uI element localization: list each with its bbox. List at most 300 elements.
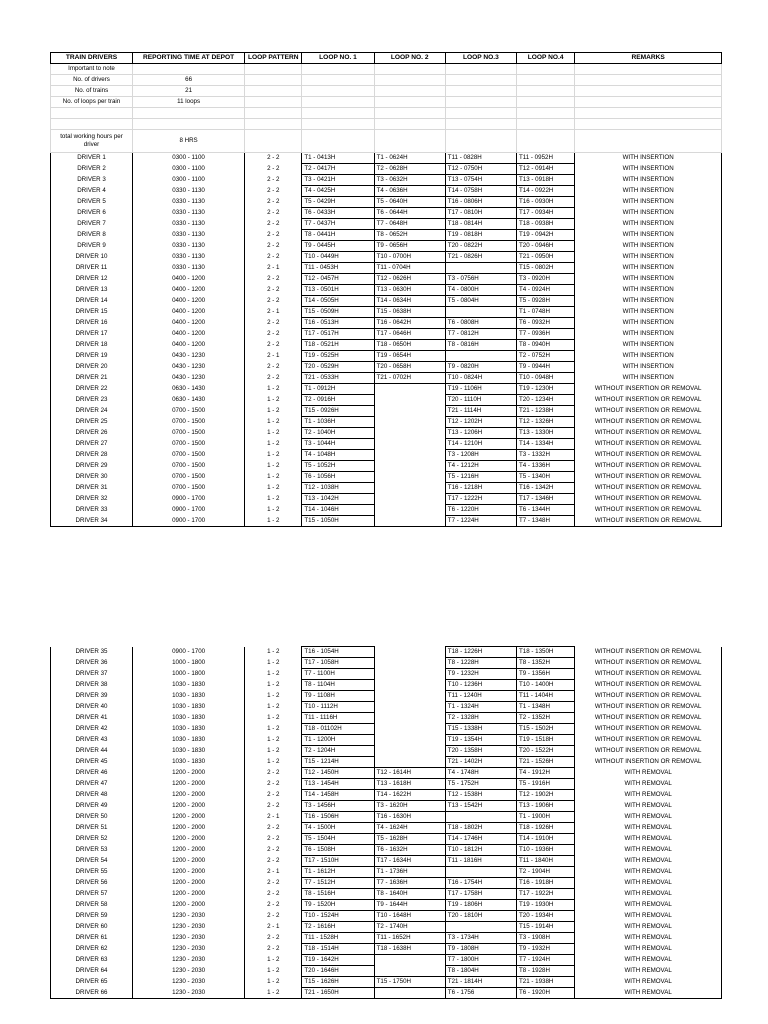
loop-3: T8 - 1804H [445, 966, 516, 977]
loop-pattern: 2 - 2 [245, 933, 302, 944]
table-row [51, 735, 722, 746]
table-row [51, 373, 722, 384]
table-row [51, 505, 722, 516]
remarks: WITHOUT INSERTION OR REMOVAL [575, 713, 722, 724]
driver-name: DRIVER 27 [51, 439, 133, 450]
reporting-time: 1230 - 2030 [132, 966, 244, 977]
loop-1: T12 - 1038H [302, 483, 374, 494]
remarks: WITH REMOVAL [575, 856, 722, 867]
loop-4: T1 - 0748H [516, 307, 574, 318]
reporting-time: 0400 - 1200 [132, 329, 244, 340]
remarks: WITHOUT INSERTION OR REMOVAL [575, 439, 722, 450]
note-row [51, 64, 722, 75]
table-row [51, 406, 722, 417]
loop-4: T12 - 1326H [516, 417, 574, 428]
table-row [51, 834, 722, 845]
driver-name: DRIVER 44 [51, 746, 133, 757]
driver-name: DRIVER 25 [51, 417, 133, 428]
driver-name: DRIVER 4 [51, 186, 133, 197]
loop-3: T14 - 1210H [445, 439, 516, 450]
table-row [51, 768, 722, 779]
loop-pattern: 2 - 2 [245, 329, 302, 340]
empty-cell [516, 130, 574, 153]
remarks: WITH INSERTION [575, 296, 722, 307]
table-row [51, 230, 722, 241]
loop-2 [374, 461, 445, 472]
empty-cell [374, 108, 445, 119]
loop-3: T11 - 0828H [445, 153, 516, 164]
loop-4: T15 - 0802H [516, 263, 574, 274]
loop-1: T11 - 0453H [302, 263, 374, 274]
driver-name: DRIVER 17 [51, 329, 133, 340]
empty-cell [374, 130, 445, 153]
empty-cell [445, 130, 516, 153]
loop-2: T9 - 0656H [374, 241, 445, 252]
loop-2: T15 - 0638H [374, 307, 445, 318]
reporting-time: 1030 - 1830 [132, 757, 244, 768]
loop-pattern: 2 - 2 [245, 318, 302, 329]
loop-pattern: 2 - 2 [245, 911, 302, 922]
table-row [51, 889, 722, 900]
loop-2 [374, 713, 445, 724]
loop-pattern: 1 - 2 [245, 669, 302, 680]
loop-pattern: 1 - 2 [245, 702, 302, 713]
table-row [51, 219, 722, 230]
reporting-time: 0330 - 1130 [132, 263, 244, 274]
loop-pattern: 1 - 2 [245, 384, 302, 395]
reporting-time: 1230 - 2030 [132, 944, 244, 955]
loop-2: T7 - 0648H [374, 219, 445, 230]
loop-1: T10 - 0449H [302, 252, 374, 263]
loop-2 [374, 724, 445, 735]
reporting-time: 0630 - 1430 [132, 384, 244, 395]
loop-pattern: 1 - 2 [245, 395, 302, 406]
loop-pattern: 2 - 2 [245, 790, 302, 801]
loop-2: T2 - 0628H [374, 164, 445, 175]
reporting-time: 1030 - 1830 [132, 735, 244, 746]
empty-cell [245, 108, 302, 119]
remarks: WITH REMOVAL [575, 801, 722, 812]
loop-pattern: 1 - 2 [245, 461, 302, 472]
reporting-time: 1200 - 2000 [132, 878, 244, 889]
table-row [51, 351, 722, 362]
loop-4: T4 - 1336H [516, 461, 574, 472]
loop-2: T16 - 0642H [374, 318, 445, 329]
loop-1: T7 - 0437H [302, 219, 374, 230]
loop-2: T13 - 0630H [374, 285, 445, 296]
loop-4: T17 - 1922H [516, 889, 574, 900]
remarks: WITH REMOVAL [575, 790, 722, 801]
reporting-time: 1200 - 2000 [132, 845, 244, 856]
loop-3: T12 - 0750H [445, 164, 516, 175]
loop-4: T2 - 1904H [516, 867, 574, 878]
loop-2: T11 - 1652H [374, 933, 445, 944]
schedule-table-page-1 [50, 52, 722, 527]
loop-1: T2 - 0417H [302, 164, 374, 175]
empty-cell [445, 108, 516, 119]
remarks: WITH INSERTION [575, 329, 722, 340]
empty-cell [302, 75, 374, 86]
driver-name: DRIVER 45 [51, 757, 133, 768]
empty-cell [374, 86, 445, 97]
driver-name: DRIVER 54 [51, 856, 133, 867]
reporting-time: 1200 - 2000 [132, 801, 244, 812]
loop-4: T2 - 1352H [516, 713, 574, 724]
loop-4: T12 - 0914H [516, 164, 574, 175]
loop-4: T15 - 1502H [516, 724, 574, 735]
loop-pattern: 2 - 2 [245, 153, 302, 164]
driver-name: DRIVER 56 [51, 878, 133, 889]
reporting-time: 0400 - 1200 [132, 296, 244, 307]
reporting-time: 1230 - 2030 [132, 988, 244, 999]
loop-4: T19 - 1930H [516, 900, 574, 911]
loop-1: T10 - 1112H [302, 702, 374, 713]
loop-1: T19 - 0525H [302, 351, 374, 362]
loop-2: T9 - 1644H [374, 900, 445, 911]
loop-2: T12 - 0626H [374, 274, 445, 285]
driver-name: DRIVER 33 [51, 505, 133, 516]
remarks: WITHOUT INSERTION OR REMOVAL [575, 472, 722, 483]
note-value: 8 HRS [132, 130, 244, 153]
reporting-time: 0700 - 1500 [132, 417, 244, 428]
remarks: WITHOUT INSERTION OR REMOVAL [575, 450, 722, 461]
loop-1: T3 - 0421H [302, 175, 374, 186]
loop-2: T13 - 1618H [374, 779, 445, 790]
loop-2: T5 - 0640H [374, 197, 445, 208]
reporting-time: 0700 - 1500 [132, 428, 244, 439]
loop-3: T6 - 1220H [445, 505, 516, 516]
empty-cell [575, 75, 722, 86]
driver-name: DRIVER 36 [51, 658, 133, 669]
column-header: REMARKS [575, 53, 722, 64]
loop-2: T12 - 1614H [374, 768, 445, 779]
driver-name: DRIVER 1 [51, 153, 133, 164]
loop-3: T5 - 1752H [445, 779, 516, 790]
loop-pattern: 2 - 2 [245, 768, 302, 779]
table-row [51, 175, 722, 186]
loop-1: T18 - 1514H [302, 944, 374, 955]
driver-name: DRIVER 51 [51, 823, 133, 834]
loop-4: T9 - 1356H [516, 669, 574, 680]
reporting-time: 0430 - 1230 [132, 351, 244, 362]
table-row [51, 318, 722, 329]
note-value: 21 [132, 86, 244, 97]
loop-3: T6 - 0808H [445, 318, 516, 329]
note-label [51, 108, 133, 119]
loop-2 [374, 483, 445, 494]
remarks: WITH INSERTION [575, 219, 722, 230]
table-row [51, 329, 722, 340]
loop-3: T9 - 1808H [445, 944, 516, 955]
remarks: WITH INSERTION [575, 274, 722, 285]
column-header: LOOP PATTERN [245, 53, 302, 64]
loop-pattern: 2 - 2 [245, 252, 302, 263]
loop-4: T11 - 1840H [516, 856, 574, 867]
loop-4: T20 - 0946H [516, 241, 574, 252]
column-header: LOOP NO.3 [445, 53, 516, 64]
driver-name: DRIVER 66 [51, 988, 133, 999]
loop-3: T12 - 1202H [445, 417, 516, 428]
loop-3: T10 - 1236H [445, 680, 516, 691]
loop-2: T6 - 1632H [374, 845, 445, 856]
loop-pattern: 2 - 1 [245, 263, 302, 274]
loop-3: T15 - 1338H [445, 724, 516, 735]
reporting-time: 1200 - 2000 [132, 889, 244, 900]
remarks: WITH REMOVAL [575, 768, 722, 779]
loop-2: T17 - 0646H [374, 329, 445, 340]
driver-name: DRIVER 23 [51, 395, 133, 406]
reporting-time: 0900 - 1700 [132, 647, 244, 658]
driver-name: DRIVER 53 [51, 845, 133, 856]
table-row [51, 307, 722, 318]
loop-pattern: 1 - 2 [245, 724, 302, 735]
driver-name: DRIVER 38 [51, 680, 133, 691]
table-row [51, 340, 722, 351]
table-row [51, 779, 722, 790]
empty-cell [245, 130, 302, 153]
loop-4: T8 - 1352H [516, 658, 574, 669]
table-row [51, 757, 722, 768]
loop-pattern: 2 - 2 [245, 230, 302, 241]
table-row [51, 823, 722, 834]
reporting-time: 1230 - 2030 [132, 911, 244, 922]
loop-1: T1 - 1612H [302, 867, 374, 878]
reporting-time: 0700 - 1500 [132, 450, 244, 461]
loop-pattern: 2 - 2 [245, 296, 302, 307]
loop-2 [374, 505, 445, 516]
loop-3: T17 - 0810H [445, 208, 516, 219]
loop-3: T14 - 0758H [445, 186, 516, 197]
note-label: No. of trains [51, 86, 133, 97]
loop-pattern: 2 - 2 [245, 834, 302, 845]
loop-pattern: 1 - 2 [245, 417, 302, 428]
loop-4: T2 - 0752H [516, 351, 574, 362]
loop-3: T7 - 1800H [445, 955, 516, 966]
loop-4: T14 - 0922H [516, 186, 574, 197]
loop-3: T6 - 1756 [445, 988, 516, 999]
loop-pattern: 2 - 2 [245, 241, 302, 252]
loop-pattern: 2 - 1 [245, 351, 302, 362]
driver-name: DRIVER 19 [51, 351, 133, 362]
driver-name: DRIVER 52 [51, 834, 133, 845]
loop-3: T5 - 0804H [445, 296, 516, 307]
loop-1: T2 - 0916H [302, 395, 374, 406]
loop-2: T3 - 1620H [374, 801, 445, 812]
driver-name: DRIVER 9 [51, 241, 133, 252]
loop-pattern: 1 - 2 [245, 472, 302, 483]
empty-cell [374, 75, 445, 86]
reporting-time: 1030 - 1830 [132, 680, 244, 691]
loop-pattern: 1 - 2 [245, 757, 302, 768]
reporting-time: 0630 - 1430 [132, 395, 244, 406]
remarks: WITH INSERTION [575, 164, 722, 175]
loop-1: T11 - 1116H [302, 713, 374, 724]
driver-name: DRIVER 50 [51, 812, 133, 823]
loop-pattern: 2 - 2 [245, 175, 302, 186]
loop-2: T11 - 0704H [374, 263, 445, 274]
loop-2: T21 - 0702H [374, 373, 445, 384]
empty-cell [445, 75, 516, 86]
loop-1: T13 - 1042H [302, 494, 374, 505]
loop-3: T21 - 1402H [445, 757, 516, 768]
reporting-time: 0330 - 1130 [132, 219, 244, 230]
table-row [51, 658, 722, 669]
driver-name: DRIVER 43 [51, 735, 133, 746]
loop-1: T3 - 1044H [302, 439, 374, 450]
loop-2: T3 - 0632H [374, 175, 445, 186]
empty-cell [302, 86, 374, 97]
loop-3: T10 - 1812H [445, 845, 516, 856]
loop-3: T12 - 1538H [445, 790, 516, 801]
loop-4: T5 - 1340H [516, 472, 574, 483]
reporting-time: 1200 - 2000 [132, 834, 244, 845]
loop-pattern: 1 - 2 [245, 988, 302, 999]
table-row [51, 197, 722, 208]
remarks: WITH REMOVAL [575, 977, 722, 988]
table-row [51, 680, 722, 691]
table-row [51, 867, 722, 878]
reporting-time: 1230 - 2030 [132, 977, 244, 988]
loop-2 [374, 746, 445, 757]
loop-4: T18 - 1926H [516, 823, 574, 834]
loop-pattern: 1 - 2 [245, 516, 302, 527]
loop-3: T8 - 0816H [445, 340, 516, 351]
loop-2: T17 - 1634H [374, 856, 445, 867]
loop-2 [374, 988, 445, 999]
loop-4: T8 - 0940H [516, 340, 574, 351]
note-row [51, 97, 722, 108]
note-value [132, 119, 244, 130]
loop-1: T2 - 1204H [302, 746, 374, 757]
driver-name: DRIVER 60 [51, 922, 133, 933]
loop-3: T19 - 1806H [445, 900, 516, 911]
loop-3 [445, 307, 516, 318]
loop-4: T7 - 1348H [516, 516, 574, 527]
loop-1: T3 - 1456H [302, 801, 374, 812]
loop-3: T17 - 1758H [445, 889, 516, 900]
driver-name: DRIVER 21 [51, 373, 133, 384]
loop-2: T4 - 0636H [374, 186, 445, 197]
loop-pattern: 1 - 2 [245, 439, 302, 450]
remarks: WITH INSERTION [575, 208, 722, 219]
loop-3: T13 - 1542H [445, 801, 516, 812]
empty-cell [245, 64, 302, 75]
driver-name: DRIVER 10 [51, 252, 133, 263]
loop-4: T3 - 1332H [516, 450, 574, 461]
reporting-time: 0700 - 1500 [132, 406, 244, 417]
loop-4: T21 - 1526H [516, 757, 574, 768]
loop-pattern: 2 - 2 [245, 373, 302, 384]
loop-2 [374, 735, 445, 746]
loop-3: T21 - 1114H [445, 406, 516, 417]
column-header: LOOP NO. 2 [374, 53, 445, 64]
empty-cell [302, 130, 374, 153]
remarks: WITH INSERTION [575, 230, 722, 241]
reporting-time: 1230 - 2030 [132, 955, 244, 966]
loop-2 [374, 966, 445, 977]
reporting-time: 0400 - 1200 [132, 340, 244, 351]
empty-cell [575, 86, 722, 97]
loop-4: T5 - 0928H [516, 296, 574, 307]
remarks: WITH INSERTION [575, 153, 722, 164]
loop-2 [374, 647, 445, 658]
table-row [51, 691, 722, 702]
driver-name: DRIVER 58 [51, 900, 133, 911]
loop-3: T3 - 0756H [445, 274, 516, 285]
loop-3: T13 - 0754H [445, 175, 516, 186]
loop-3: T4 - 1748H [445, 768, 516, 779]
loop-3: T20 - 0822H [445, 241, 516, 252]
loop-3: T19 - 1354H [445, 735, 516, 746]
note-row [51, 119, 722, 130]
loop-4: T8 - 1928H [516, 966, 574, 977]
loop-pattern: 2 - 2 [245, 944, 302, 955]
empty-cell [575, 97, 722, 108]
table-row [51, 450, 722, 461]
table-row [51, 516, 722, 527]
loop-3 [445, 812, 516, 823]
loop-4: T14 - 1910H [516, 834, 574, 845]
empty-cell [374, 119, 445, 130]
loop-2 [374, 702, 445, 713]
driver-name: DRIVER 49 [51, 801, 133, 812]
table-row [51, 702, 722, 713]
loop-pattern: 2 - 1 [245, 812, 302, 823]
reporting-time: 1200 - 2000 [132, 812, 244, 823]
loop-2: T14 - 1622H [374, 790, 445, 801]
reporting-time: 0430 - 1230 [132, 373, 244, 384]
driver-name: DRIVER 7 [51, 219, 133, 230]
table-row [51, 900, 722, 911]
loop-4: T18 - 0938H [516, 219, 574, 230]
loop-2 [374, 680, 445, 691]
driver-name: DRIVER 11 [51, 263, 133, 274]
remarks: WITHOUT INSERTION OR REMOVAL [575, 384, 722, 395]
loop-1: T15 - 1626H [302, 977, 374, 988]
driver-rows-2 [51, 647, 722, 999]
remarks: WITH INSERTION [575, 373, 722, 384]
driver-name: DRIVER 35 [51, 647, 133, 658]
remarks: WITH INSERTION [575, 285, 722, 296]
loop-4: T19 - 1518H [516, 735, 574, 746]
empty-cell [575, 119, 722, 130]
driver-name: DRIVER 14 [51, 296, 133, 307]
loop-1: T16 - 1506H [302, 812, 374, 823]
reporting-time: 1200 - 2000 [132, 900, 244, 911]
driver-name: DRIVER 59 [51, 911, 133, 922]
remarks: WITH REMOVAL [575, 867, 722, 878]
remarks: WITH REMOVAL [575, 823, 722, 834]
loop-3: T16 - 1754H [445, 878, 516, 889]
reporting-time: 0700 - 1500 [132, 472, 244, 483]
loop-pattern: 1 - 2 [245, 680, 302, 691]
empty-cell [445, 64, 516, 75]
loop-4: T17 - 0934H [516, 208, 574, 219]
column-header: LOOP NO.4 [516, 53, 574, 64]
loop-pattern: 2 - 2 [245, 779, 302, 790]
loop-4: T1 - 1348H [516, 702, 574, 713]
note-value [132, 64, 244, 75]
loop-3: T21 - 1814H [445, 977, 516, 988]
loop-3: T11 - 1816H [445, 856, 516, 867]
loop-1: T2 - 1616H [302, 922, 374, 933]
loop-1: T20 - 1646H [302, 966, 374, 977]
loop-4: T14 - 1334H [516, 439, 574, 450]
loop-2: T10 - 0700H [374, 252, 445, 263]
table-row [51, 483, 722, 494]
remarks: WITH REMOVAL [575, 988, 722, 999]
loop-1: T4 - 0425H [302, 186, 374, 197]
